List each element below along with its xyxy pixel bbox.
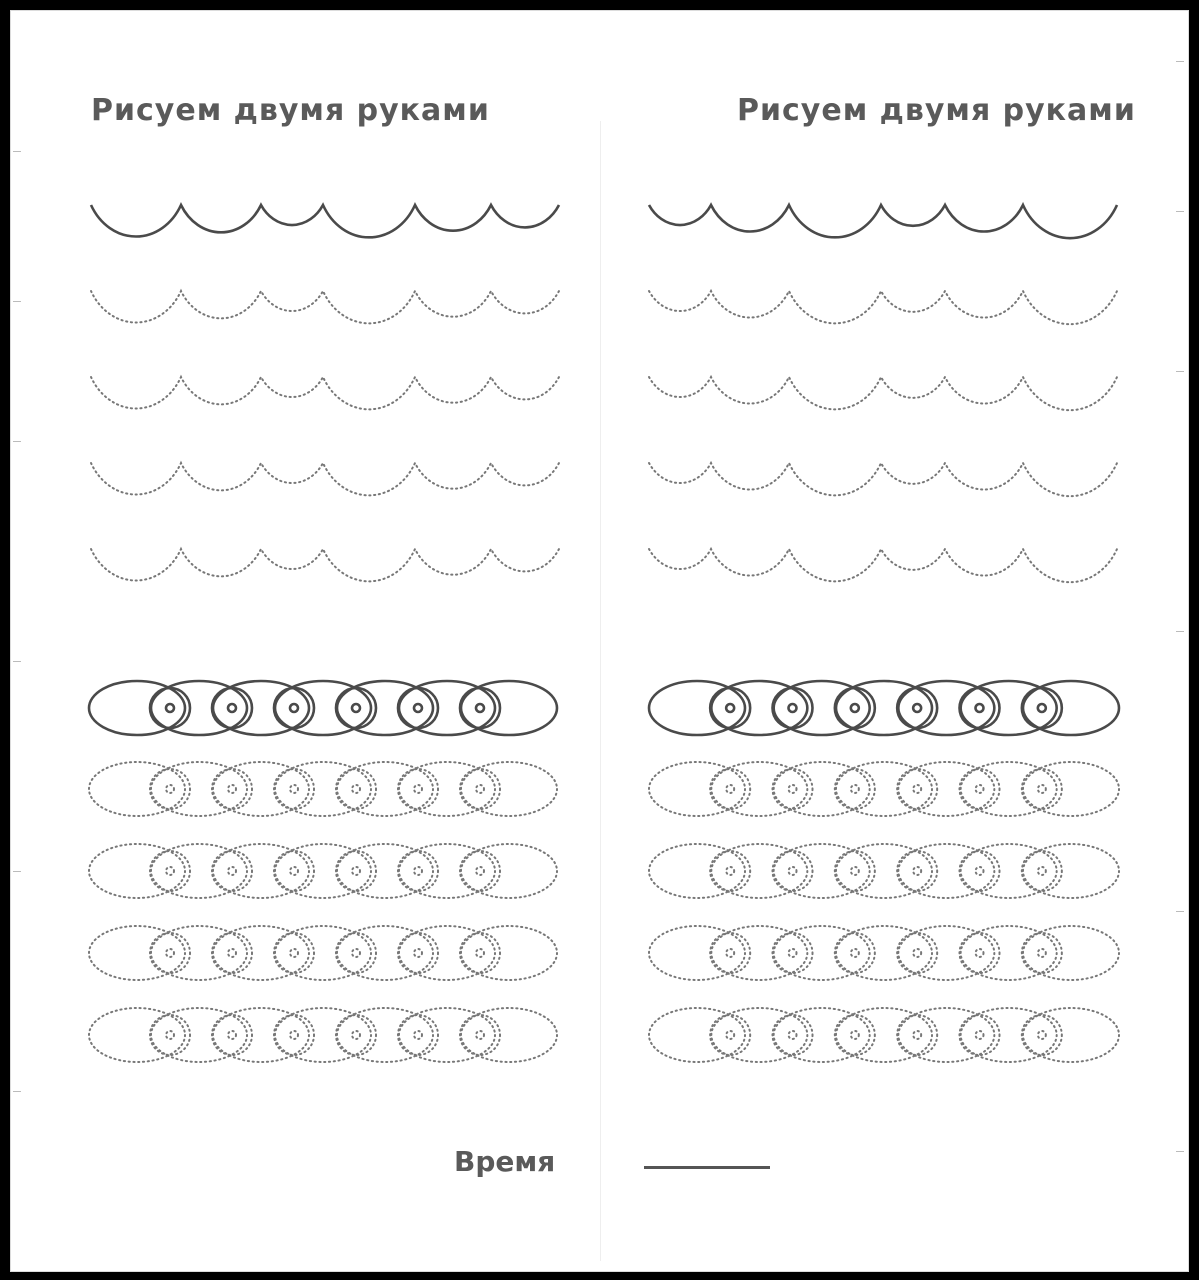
margin-tick xyxy=(13,301,21,302)
tracing-ellipse xyxy=(649,1008,745,1062)
tracing-ellipse xyxy=(399,1008,495,1062)
tracing-center-dot xyxy=(228,867,236,875)
tracing-ellipse xyxy=(961,762,1057,816)
left-title: Рисуем двумя руками xyxy=(91,93,490,128)
left-ellipse-row xyxy=(89,681,557,735)
tracing-center-dot xyxy=(228,1031,236,1039)
tracing-ellipse xyxy=(337,926,433,980)
tracing-ellipse xyxy=(961,844,1057,898)
tracing-ellipse xyxy=(836,762,932,816)
tracing-ellipse xyxy=(213,844,309,898)
tracing-exercises xyxy=(11,11,1190,1273)
tracing-ellipse xyxy=(151,926,247,980)
tracing-center-dot xyxy=(726,867,734,875)
tracing-center-dot xyxy=(1038,785,1046,793)
left-wave-row xyxy=(91,549,559,581)
tracing-ellipse xyxy=(711,844,807,898)
tracing-ellipse xyxy=(836,844,932,898)
tracing-center-dot xyxy=(851,949,859,957)
tracing-center-dot xyxy=(352,704,360,712)
tracing-center-dot xyxy=(976,704,984,712)
tracing-ellipse xyxy=(275,844,371,898)
tracing-center-dot xyxy=(414,867,422,875)
tracing-ellipse xyxy=(461,1008,557,1062)
worksheet-page xyxy=(10,10,1189,1272)
tracing-ellipse xyxy=(399,844,495,898)
tracing-ellipse xyxy=(213,762,309,816)
tracing-ellipse xyxy=(1023,762,1119,816)
tracing-ellipse xyxy=(213,926,309,980)
tracing-center-dot xyxy=(290,785,298,793)
tracing-ellipse xyxy=(711,762,807,816)
right-ellipse-row xyxy=(649,844,1119,898)
tracing-ellipse xyxy=(961,926,1057,980)
tracing-center-dot xyxy=(913,785,921,793)
tracing-center-dot xyxy=(414,1031,422,1039)
tracing-center-dot xyxy=(476,949,484,957)
margin-tick xyxy=(13,661,21,662)
tracing-ellipse xyxy=(213,1008,309,1062)
tracing-center-dot xyxy=(166,867,174,875)
margin-tick xyxy=(1176,631,1184,632)
right-ellipse-row xyxy=(649,1008,1119,1062)
right-wave-row xyxy=(649,549,1117,582)
tracing-center-dot xyxy=(352,785,360,793)
left-wave-row xyxy=(91,377,559,409)
tracing-ellipse xyxy=(649,844,745,898)
tracing-center-dot xyxy=(228,785,236,793)
tracing-center-dot xyxy=(913,867,921,875)
tracing-center-dot xyxy=(352,949,360,957)
time-label: Время xyxy=(454,1145,556,1178)
tracing-ellipse xyxy=(89,926,185,980)
tracing-ellipse xyxy=(1023,926,1119,980)
tracing-ellipse xyxy=(337,762,433,816)
tracing-center-dot xyxy=(166,1031,174,1039)
tracing-center-dot xyxy=(726,704,734,712)
tracing-ellipse xyxy=(461,844,557,898)
tracing-center-dot xyxy=(414,785,422,793)
left-ellipse-row xyxy=(89,1008,557,1062)
tracing-center-dot xyxy=(166,949,174,957)
tracing-center-dot xyxy=(851,867,859,875)
tracing-ellipse xyxy=(275,762,371,816)
right-ellipse-row xyxy=(649,926,1119,980)
tracing-ellipse xyxy=(1023,1008,1119,1062)
tracing-center-dot xyxy=(789,704,797,712)
tracing-ellipse xyxy=(151,1008,247,1062)
margin-tick xyxy=(1176,1151,1184,1152)
tracing-ellipse xyxy=(649,762,745,816)
tracing-center-dot xyxy=(290,1031,298,1039)
tracing-center-dot xyxy=(290,867,298,875)
margin-tick xyxy=(1176,371,1184,372)
right-ellipse-row xyxy=(649,681,1119,735)
left-ellipse-row xyxy=(89,926,557,980)
margin-tick xyxy=(13,1091,21,1092)
right-ellipse-row xyxy=(649,762,1119,816)
tracing-center-dot xyxy=(228,949,236,957)
tracing-center-dot xyxy=(726,949,734,957)
left-ellipse-row xyxy=(89,844,557,898)
margin-tick xyxy=(13,871,21,872)
right-wave-row xyxy=(649,377,1117,410)
left-wave-row xyxy=(91,291,559,323)
tracing-center-dot xyxy=(726,785,734,793)
tracing-ellipse xyxy=(898,926,994,980)
tracing-ellipse xyxy=(461,926,557,980)
tracing-center-dot xyxy=(166,785,174,793)
tracing-ellipse xyxy=(961,1008,1057,1062)
tracing-ellipse xyxy=(151,844,247,898)
tracing-ellipse xyxy=(774,1008,870,1062)
tracing-ellipse xyxy=(151,762,247,816)
tracing-center-dot xyxy=(851,1031,859,1039)
tracing-ellipse xyxy=(649,926,745,980)
tracing-center-dot xyxy=(789,949,797,957)
margin-tick xyxy=(1176,911,1184,912)
tracing-center-dot xyxy=(913,704,921,712)
tracing-ellipse xyxy=(89,1008,185,1062)
tracing-ellipse xyxy=(275,926,371,980)
tracing-ellipse xyxy=(89,844,185,898)
tracing-ellipse xyxy=(399,926,495,980)
tracing-center-dot xyxy=(976,949,984,957)
tracing-center-dot xyxy=(976,1031,984,1039)
tracing-center-dot xyxy=(352,1031,360,1039)
tracing-center-dot xyxy=(1038,704,1046,712)
tracing-center-dot xyxy=(1038,949,1046,957)
tracing-ellipse xyxy=(337,844,433,898)
tracing-center-dot xyxy=(789,785,797,793)
margin-tick xyxy=(1176,211,1184,212)
tracing-ellipse xyxy=(89,762,185,816)
left-wave-row xyxy=(91,463,559,495)
tracing-ellipse xyxy=(898,1008,994,1062)
margin-tick xyxy=(1176,61,1184,62)
tracing-ellipse xyxy=(461,762,557,816)
tracing-ellipse xyxy=(836,1008,932,1062)
tracing-center-dot xyxy=(851,785,859,793)
tracing-ellipse xyxy=(774,926,870,980)
tracing-center-dot xyxy=(1038,1031,1046,1039)
tracing-center-dot xyxy=(414,704,422,712)
right-wave-row xyxy=(649,291,1117,324)
tracing-center-dot xyxy=(476,785,484,793)
tracing-center-dot xyxy=(476,867,484,875)
tracing-center-dot xyxy=(290,704,298,712)
tracing-ellipse xyxy=(711,926,807,980)
time-answer-line[interactable] xyxy=(644,1166,770,1169)
tracing-center-dot xyxy=(290,949,298,957)
tracing-center-dot xyxy=(789,1031,797,1039)
tracing-center-dot xyxy=(476,1031,484,1039)
tracing-center-dot xyxy=(228,704,236,712)
tracing-ellipse xyxy=(898,762,994,816)
tracing-ellipse xyxy=(399,762,495,816)
left-wave-row xyxy=(91,205,559,237)
tracing-center-dot xyxy=(166,704,174,712)
tracing-center-dot xyxy=(976,785,984,793)
tracing-center-dot xyxy=(476,704,484,712)
tracing-center-dot xyxy=(1038,867,1046,875)
tracing-center-dot xyxy=(414,949,422,957)
tracing-ellipse xyxy=(774,762,870,816)
right-title: Рисуем двумя руками xyxy=(737,93,1136,128)
tracing-center-dot xyxy=(913,1031,921,1039)
left-ellipse-row xyxy=(89,762,557,816)
tracing-center-dot xyxy=(851,704,859,712)
tracing-center-dot xyxy=(913,949,921,957)
tracing-center-dot xyxy=(726,1031,734,1039)
right-wave-row xyxy=(649,205,1117,238)
tracing-ellipse xyxy=(275,1008,371,1062)
tracing-center-dot xyxy=(352,867,360,875)
right-wave-row xyxy=(649,463,1117,496)
tracing-ellipse xyxy=(836,926,932,980)
tracing-ellipse xyxy=(337,1008,433,1062)
tracing-ellipse xyxy=(1023,844,1119,898)
tracing-center-dot xyxy=(976,867,984,875)
margin-tick xyxy=(13,151,21,152)
tracing-ellipse xyxy=(774,844,870,898)
tracing-ellipse xyxy=(711,1008,807,1062)
tracing-ellipse xyxy=(898,844,994,898)
margin-tick xyxy=(13,441,21,442)
tracing-center-dot xyxy=(789,867,797,875)
